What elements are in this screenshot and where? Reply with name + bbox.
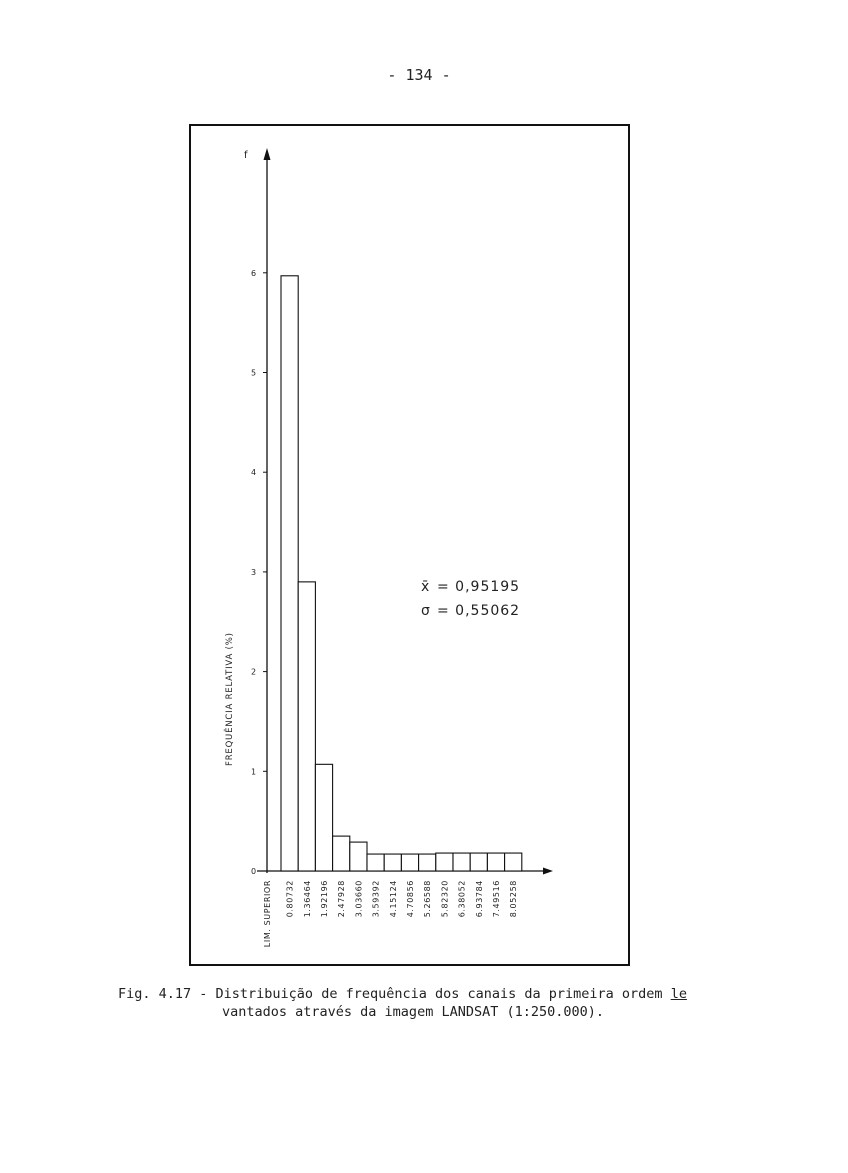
x-tick-label: 6.38052 xyxy=(457,880,467,918)
histogram-bar xyxy=(505,853,522,871)
caption-line2: vantados através da imagem LANDSAT (1:250.000). xyxy=(222,1004,605,1020)
mean-symbol: x̄ xyxy=(421,579,431,595)
histogram-chart xyxy=(191,126,628,964)
y-tick-label: 4 xyxy=(251,468,257,478)
y-tick-label: 3 xyxy=(251,567,257,577)
x-tick-label: 3.59392 xyxy=(371,880,381,918)
histogram-bar xyxy=(367,854,384,871)
x-tick-label: 5.82320 xyxy=(440,880,450,918)
histogram-bar xyxy=(315,764,332,871)
x-tick-label: 4.15124 xyxy=(388,880,398,918)
histogram-bar xyxy=(436,853,453,871)
x-tick-label-header: LIM. SUPERIOR xyxy=(263,880,272,948)
histogram-bar xyxy=(350,842,367,871)
y-tick-label: 0 xyxy=(251,867,257,876)
figure-frame xyxy=(189,124,630,966)
x-tick-label: 1.92196 xyxy=(320,880,329,918)
y-ticks xyxy=(251,269,267,876)
x-tick-label: 6.93784 xyxy=(474,880,484,918)
y-tick-label: 2 xyxy=(251,667,257,677)
caption-line1-hyphenated: le xyxy=(670,986,687,1002)
bars xyxy=(281,276,522,871)
histogram-bar xyxy=(298,582,315,871)
histogram-bar xyxy=(470,853,487,871)
x-tick-label: 2.47928 xyxy=(337,880,347,918)
histogram-bar xyxy=(419,854,436,871)
y-tick-label: 6 xyxy=(251,268,257,278)
figure-caption xyxy=(118,985,738,1021)
x-tick-label: 8.05258 xyxy=(509,880,519,918)
x-tick-label: 4.70856 xyxy=(406,880,415,918)
x-tick-label: 7.49516 xyxy=(492,880,501,918)
histogram-bar xyxy=(333,836,350,871)
y-axis-label: FREQUÊNCIA RELATIVA (%) xyxy=(225,632,235,766)
y-symbol: f xyxy=(244,150,248,161)
page-number: - 134 - xyxy=(387,66,451,84)
histogram-bar xyxy=(384,854,401,871)
histogram-bar xyxy=(401,854,418,871)
y-tick-label: 1 xyxy=(251,767,257,777)
histogram-bar xyxy=(453,853,470,871)
x-tick-label: 5.26588 xyxy=(423,880,433,918)
sigma-value: = 0,55062 xyxy=(437,603,521,619)
y-tick-label: 5 xyxy=(251,368,257,378)
x-tick-label: 1.36464 xyxy=(302,880,312,918)
histogram-bar xyxy=(281,276,298,871)
x-tick-label: 0.80732 xyxy=(285,880,295,918)
x-ticks xyxy=(263,880,518,947)
x-axis-arrow xyxy=(543,868,553,875)
y-axis-arrow xyxy=(264,148,271,160)
sigma-symbol: σ xyxy=(421,603,431,619)
histogram-bar xyxy=(487,853,504,871)
caption-line1: Fig. 4.17 - Distribuição de frequência dos canais da primeira ordem xyxy=(118,986,671,1002)
x-tick-label: 3.03660 xyxy=(354,880,364,918)
mean-value: = 0,95195 xyxy=(437,579,521,595)
